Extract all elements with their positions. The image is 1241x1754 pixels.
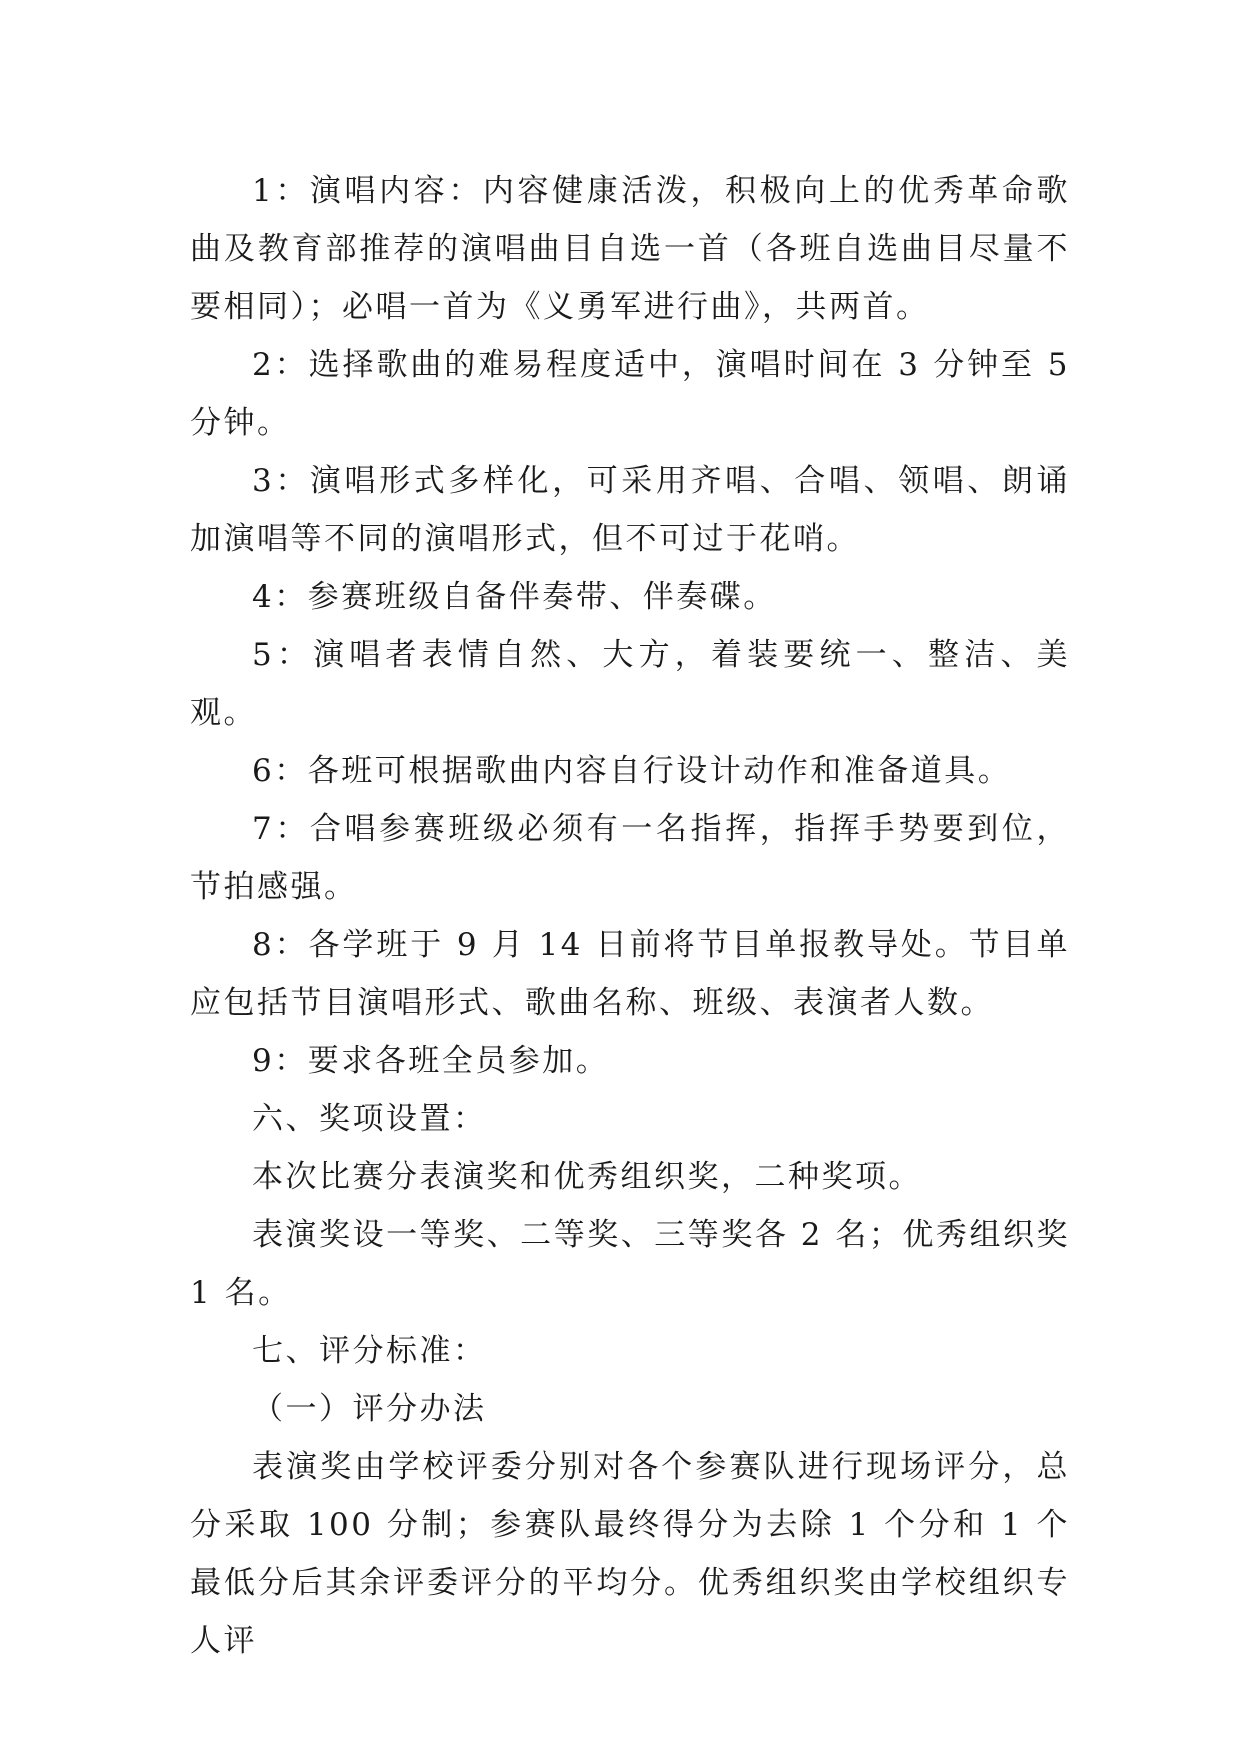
paragraph-item-6: 6：各班可根据歌曲内容自行设计动作和准备道具。 (252, 753, 1012, 789)
paragraph-item-5: 5：演唱者表情自然、大方，着装要统一、整洁、美观。 (190, 637, 1070, 731)
paragraph-item-3: 3：演唱形式多样化，可采用齐唱、合唱、领唱、朗诵加演唱等不同的演唱形式，但不可过于花哨。 (190, 463, 1070, 557)
document-body (190, 162, 1070, 1670)
section-heading-scoring: 七、评分标准： (252, 1333, 487, 1369)
paragraph-item-2: 2：选择歌曲的难易程度适中，演唱时间在 3 分钟至 5 分钟。 (190, 347, 1070, 441)
awards-summary: 本次比赛分表演奖和优秀组织奖，二种奖项。 (252, 1159, 922, 1195)
section-heading-awards: 六、奖项设置： (252, 1101, 487, 1137)
awards-detail: 表演奖设一等奖、二等奖、三等奖各 2 名；优秀组织奖 1 名。 (190, 1217, 1070, 1311)
paragraph-item-4: 4：参赛班级自备伴奏带、伴奏碟。 (252, 579, 777, 615)
paragraph-item-8: 8：各学班于 9 月 14 日前将节目单报教导处。节目单应包括节目演唱形式、歌曲名称、班级、表演者人数。 (190, 927, 1070, 1021)
scoring-method-text: 表演奖由学校评委分别对各个参赛队进行现场评分，总分采取 100 分制；参赛队最终得分为去除 1 个分和 1 个最低分后其余评委评分的平均分。优秀组织奖由学校组织专人评 (190, 1449, 1070, 1659)
paragraph-item-9: 9：要求各班全员参加。 (252, 1043, 610, 1079)
paragraph-item-7: 7：合唱参赛班级必须有一名指挥，指挥手势要到位，节拍感强。 (190, 811, 1070, 905)
paragraph-item-1: 1：演唱内容：内容健康活泼，积极向上的优秀革命歌曲及教育部推荐的演唱曲目自选一首（各班自选曲目尽量不要相同）；必唱一首为《义勇军进行曲》，共两首。 (190, 173, 1070, 325)
subsection-heading-scoring-method: （一）评分办法 (252, 1391, 487, 1427)
